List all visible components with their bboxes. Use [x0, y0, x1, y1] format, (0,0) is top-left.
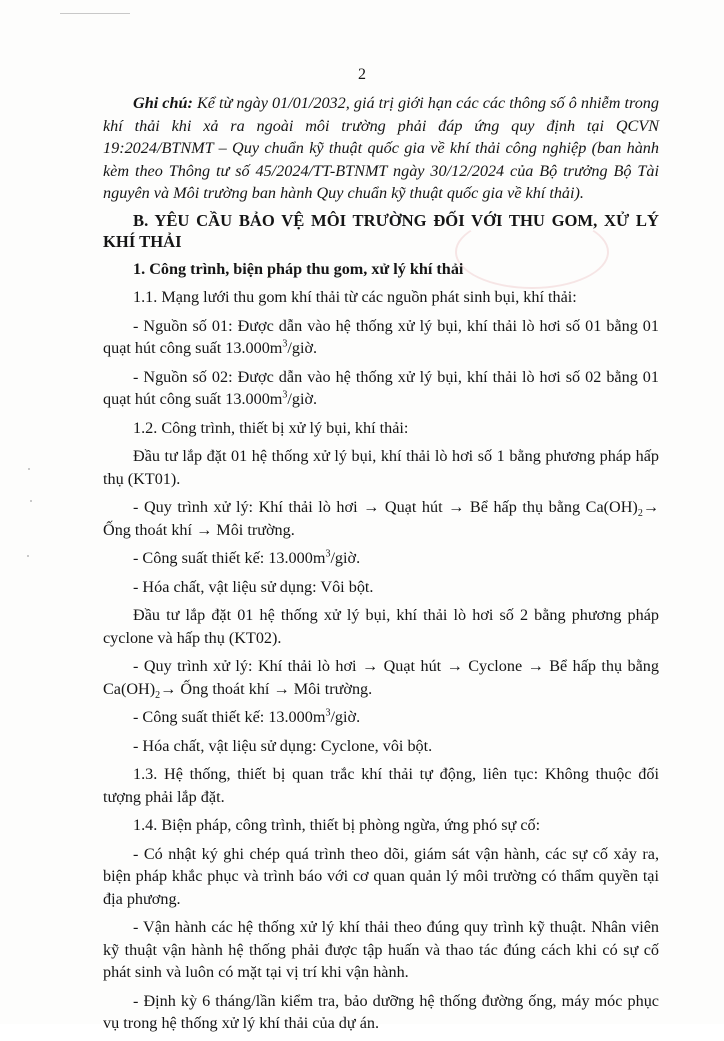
- kt01-process: [103, 496, 659, 541]
- subscript: 2: [155, 689, 161, 701]
- s12-title: 1.2. Công trình, thiết bị xử lý bụi, khí thải:: [133, 418, 409, 437]
- kt01-chemicals: - Hóa chất, vật liệu sử dụng: Vôi bột.: [133, 577, 374, 596]
- unit-tail: /giờ.: [330, 708, 361, 726]
- s11-source-1-text: - Nguồn số 01: Được dẫn vào hệ thống xử lý bụi, khí thải lò hơi số 01 bằng 01 quạt hút công suất 13.000m: [103, 316, 659, 357]
- unit-tail: /giờ.: [287, 390, 318, 408]
- s11-title: 1.1. Mạng lưới thu gom khí thải từ các nguồn phát sinh bụi, khí thải:: [133, 288, 577, 306]
- kt02-capacity: [103, 706, 659, 729]
- s14-title: 1.4. Biện pháp, công trình, thiết bị phòng ngừa, ứng phó sự cố:: [133, 816, 541, 834]
- capacity-text: - Công suất thiết kế: 13.000m: [133, 549, 326, 567]
- scan-artifact-line: [60, 13, 130, 14]
- unit-tail: /giờ.: [330, 549, 361, 567]
- superscript: 3: [325, 548, 331, 560]
- section-1-heading: 1. Công trình, biện pháp thu gom, xử lý khí thải: [133, 259, 464, 278]
- kt02-process-text: - Quy trình xử lý: Khí thải lò hơi → Quạt hút → Cyclone → Bể hấp thụ bằng Ca(OH): [103, 657, 659, 698]
- kt01-process-text: - Quy trình xử lý: Khí thải lò hơi → Quạt hút → Bể hấp thụ bằng Ca(OH): [133, 498, 638, 516]
- section-b-heading: B. YÊU CẦU BẢO VỆ MÔI TRƯỜNG ĐỐI VỚI THU GOM, XỬ LÝ KHÍ THẢI: [103, 210, 659, 251]
- kt01-capacity: [103, 547, 659, 570]
- superscript: 3: [325, 707, 331, 719]
- superscript: 3: [282, 389, 288, 401]
- page-number: 2: [358, 66, 366, 83]
- s14-item-2: - Vận hành các hệ thống xử lý khí thải theo đúng quy trình kỹ thuật. Nhân viên kỹ thuật vận hành hệ thống phải được tập huấn và thao tác đúng cách khi có sự cố phát sinh và luôn có mặt tại vị trí khi vận hành.: [103, 918, 659, 981]
- scan-artifact-dot: [30, 500, 32, 502]
- document-body: [103, 92, 659, 1041]
- kt02-chemicals: - Hóa chất, vật liệu sử dụng: Cyclone, vôi bột.: [133, 736, 433, 755]
- note-paragraph: [103, 92, 659, 205]
- scan-artifact-dot: [28, 468, 30, 470]
- scan-artifact-dot: [27, 555, 29, 557]
- note-label: Ghi chú:: [133, 94, 193, 112]
- superscript: 3: [282, 338, 288, 350]
- subscript: 2: [637, 508, 643, 520]
- note-text: Kể từ ngày 01/01/2032, giá trị giới hạn các các thông số ô nhiễm trong khí thải khi xả ra ngoài môi trường phải đáp ứng quy định tại QCVN 19:2024/BTNMT – Quy chuẩn kỹ thuật quốc gia về khí thải công nghiệp (ban hành kèm theo Thông tư số 45/2024/TT-BTNMT ngày 30/12/2024 của Bộ trưởng Bộ Tài nguyên và Môi trường ban hành Quy chuẩn kỹ thuật quốc gia về khí thải).: [103, 94, 659, 202]
- s11-source-2-text: - Nguồn số 02: Được dẫn vào hệ thống xử lý bụi, khí thải lò hơi số 02 bằng 01 quạt hút công suất 13.000m: [103, 367, 659, 408]
- s14-item-3: - Định kỳ 6 tháng/lần kiểm tra, bảo dưỡng hệ thống đường ống, máy móc phục vụ trong hệ thống xử lý khí thải của dự án.: [103, 991, 659, 1032]
- kt01-process-tail: → Ống thoát khí → Môi trường.: [103, 498, 659, 539]
- s13-paragraph: 1.3. Hệ thống, thiết bị quan trắc khí thải tự động, liên tục: Không thuộc đối tượng phải lắp đặt.: [103, 765, 659, 806]
- s11-source-1: [103, 315, 659, 360]
- s14-item-1: - Có nhật ký ghi chép quá trình theo dõi, giám sát vận hành, các sự cố xảy ra, biện pháp khắc phục và trình báo với cơ quan quản lý môi trường có thẩm quyền tại địa phương.: [103, 844, 659, 908]
- kt02-process-tail: → Ống thoát khí → Môi trường.: [160, 679, 373, 698]
- s11-source-2: [103, 366, 659, 411]
- kt01-intro: Đầu tư lắp đặt 01 hệ thống xử lý bụi, khí thải lò hơi số 1 bằng phương pháp hấp thụ (KT01).: [103, 447, 659, 488]
- capacity-text: - Công suất thiết kế: 13.000m: [133, 708, 326, 726]
- kt02-process: [103, 655, 659, 700]
- unit-tail: /giờ.: [287, 339, 318, 357]
- kt02-intro: Đầu tư lắp đặt 01 hệ thống xử lý bụi, khí thải lò hơi số 2 bằng phương pháp cyclone và hấp thụ (KT02).: [103, 606, 659, 647]
